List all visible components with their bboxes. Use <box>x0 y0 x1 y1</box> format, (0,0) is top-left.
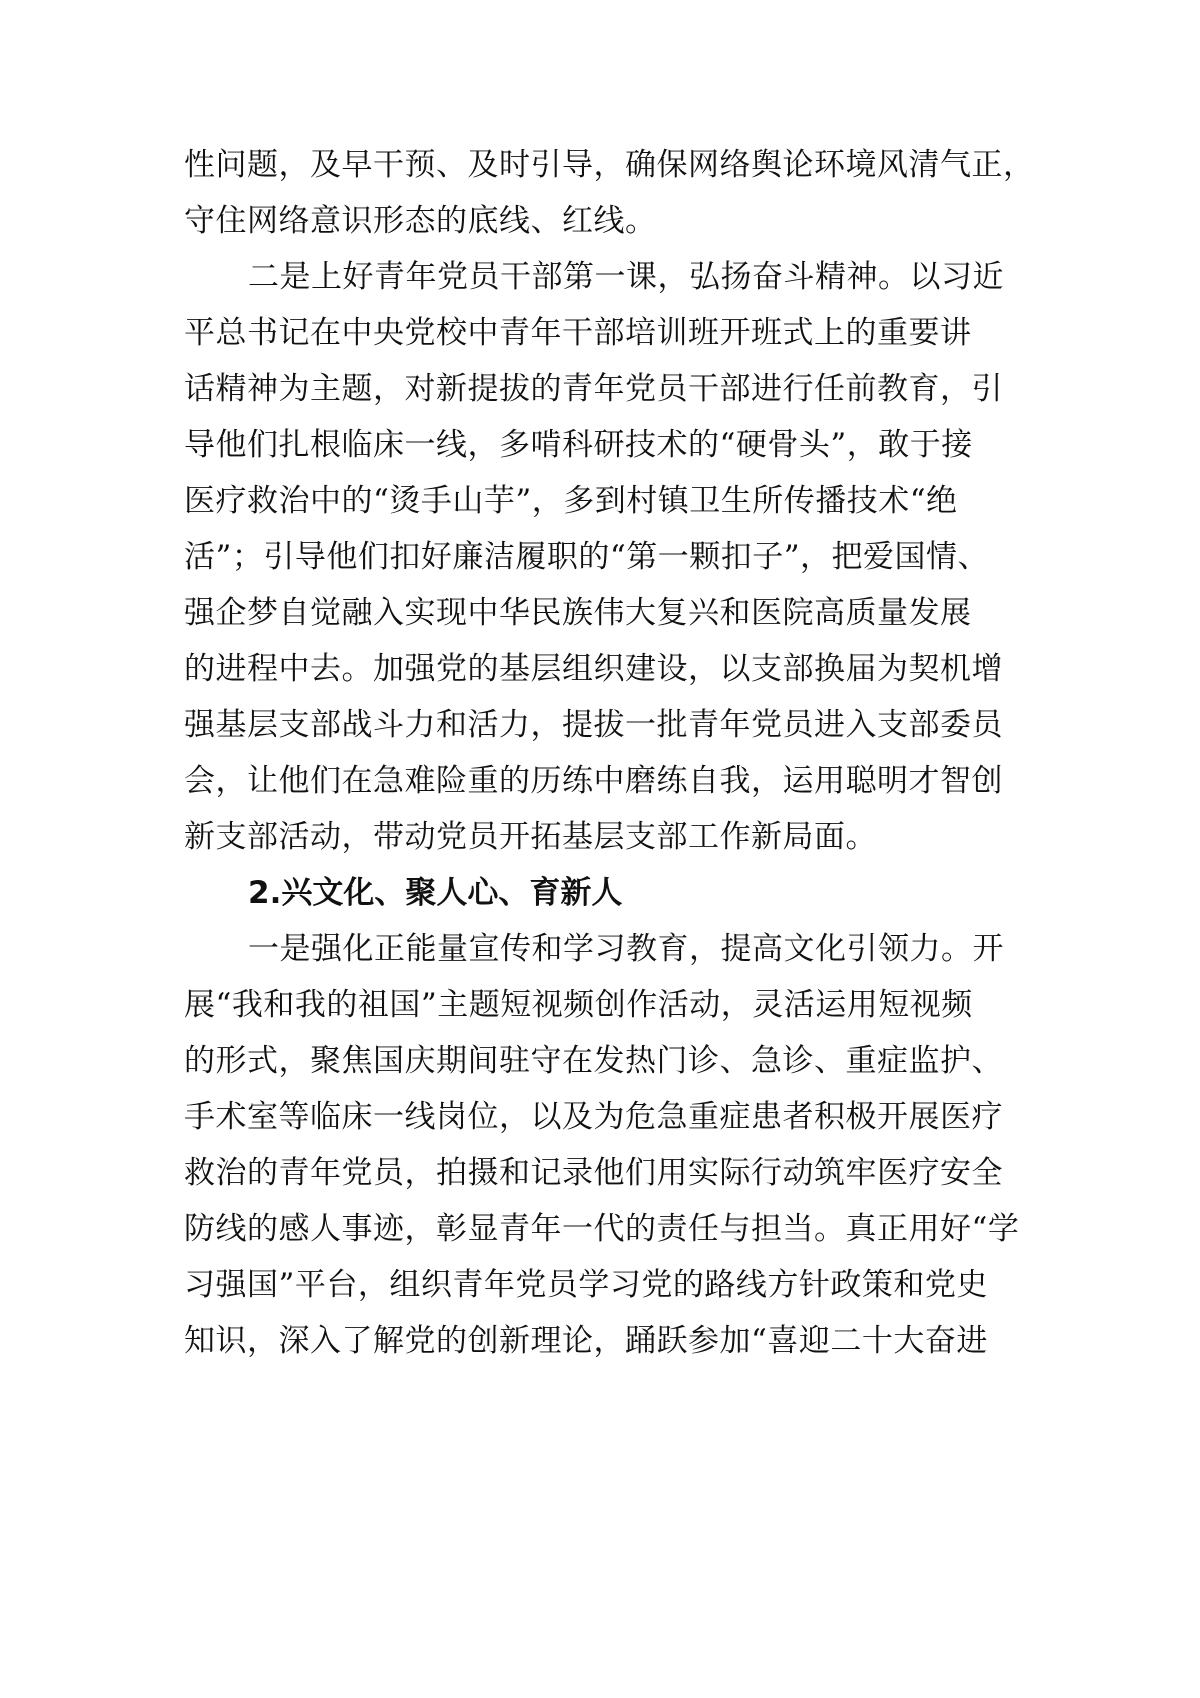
paragraph-first-line: 一是强化正能量宣传和学习教育，提高文化引领力。开 <box>248 931 1004 967</box>
text-line: 知识，深入了解党的创新理论，踊跃参加“喜迎二十大奋进 <box>184 1323 988 1359</box>
text-line: 防线的感人事迹，彰显青年一代的责任与担当。真正用好“学 <box>184 1211 1020 1247</box>
text-line: 的进程中去。加强党的基层组织建设，以支部换届为契机增 <box>184 651 1003 687</box>
text-line: 平总书记在中央党校中青年干部培训班开班式上的重要讲 <box>184 315 972 351</box>
paragraph-first-line: 二是上好青年党员干部第一课，弘扬奋斗精神。以习近 <box>248 259 1004 295</box>
text-line: 性问题，及早干预、及时引导，确保网络舆论环境风清气正， <box>184 147 1035 183</box>
text-line: 活”；引导他们扣好廉洁履职的“第一颗扣子”，把爱国情、 <box>184 539 990 575</box>
text-line: 话精神为主题，对新提拔的青年党员干部进行任前教育，引 <box>184 371 1003 407</box>
text-line: 强企梦自觉融入实现中华民族伟大复兴和医院高质量发展 <box>184 595 972 631</box>
section-heading: 2.兴文化、聚人心、育新人 <box>248 875 623 911</box>
text-line: 守住网络意识形态的底线、红线。 <box>184 203 657 239</box>
text-line: 新支部活动，带动党员开拓基层支部工作新局面。 <box>184 819 877 855</box>
text-line: 的形式，聚焦国庆期间驻守在发热门诊、急诊、重症监护、 <box>184 1043 1003 1079</box>
text-line: 强基层支部战斗力和活力，提拔一批青年党员进入支部委员 <box>184 707 1003 743</box>
text-line: 习强国”平台，组织青年党员学习党的路线方针政策和党史 <box>184 1267 988 1303</box>
text-line: 导他们扎根临床一线，多啃科研技术的“硬骨头”，敢于接 <box>184 427 973 463</box>
text-line: 医疗救治中的“烫手山芋”，多到村镇卫生所传播技术“绝 <box>184 483 958 519</box>
text-line: 手术室等临床一线岗位，以及为危急重症患者积极开展医疗 <box>184 1099 1003 1135</box>
text-line: 救治的青年党员，拍摄和记录他们用实际行动筑牢医疗安全 <box>184 1155 1003 1191</box>
text-line: 会，让他们在急难险重的历练中磨练自我，运用聪明才智创 <box>184 763 1003 799</box>
text-line: 展“我和我的祖国”主题短视频创作活动，灵活运用短视频 <box>184 987 973 1023</box>
